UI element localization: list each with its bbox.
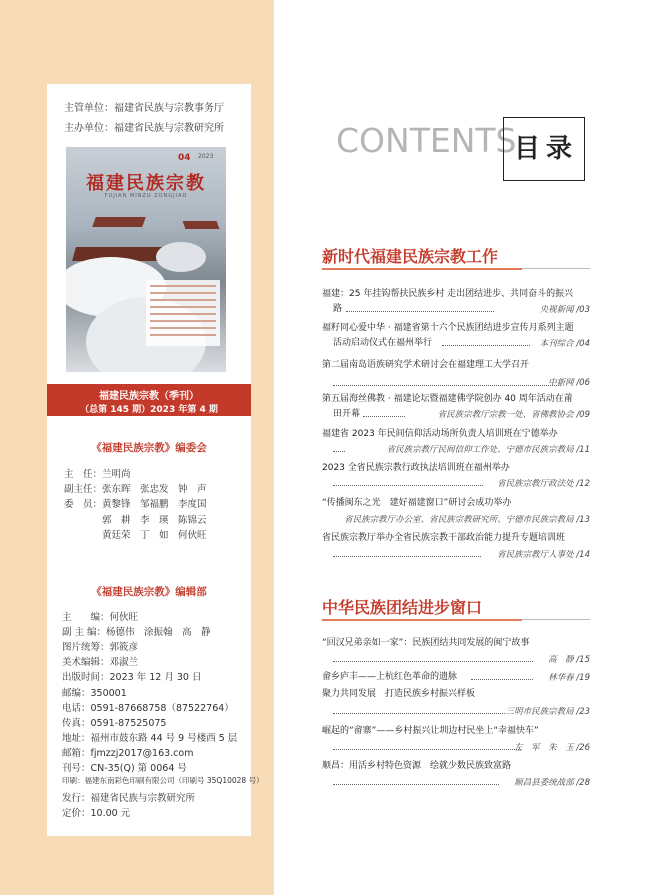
toc-entry-title[interactable]: 省民族宗教厅举办全省民族宗教干部政治能力提升专题培训班 <box>322 533 566 543</box>
committee-line: 委 员：黄黎锋 邹福鹏 李度国 <box>64 499 207 510</box>
toc-entry-title[interactable]: 福籽同心爱中华 · 福建省第十六个民族团结进步宣传月系列主题 <box>322 323 574 333</box>
journal-bar <box>47 384 251 416</box>
toc-entry-title[interactable]: “传播闽东之光 建好福建窗口”研讨会成功举办 <box>322 498 512 508</box>
toc-entry-title[interactable]: 聚力共同发展 打造民族乡村振兴样板 <box>322 689 476 699</box>
section-rule <box>322 619 522 621</box>
toc-entry-source: 顺昌县委统战部 /28 <box>514 778 590 788</box>
toc-entry-title[interactable]: 路 <box>333 304 343 314</box>
toc-entry-source: 央视新闻 /03 <box>539 305 590 315</box>
dept-line: 出版时间：2023 年 12 月 30 日 <box>62 672 202 683</box>
toc-entry-title[interactable]: 活动启动仪式在福州举行 <box>333 338 433 348</box>
journal-issue: （总第 145 期）2023 年第 4 期 <box>80 405 218 415</box>
editorial-dept-heading: 《福建民族宗教》编辑部 <box>91 586 207 598</box>
toc-entry-source: 左 军 朱 玉 /26 <box>514 743 590 753</box>
section-title: 新时代福建民族宗教工作 <box>322 247 499 266</box>
committee-line: 副主任：张东晖 张忠发 钟 声 <box>64 484 207 495</box>
snow-tree <box>156 242 206 272</box>
dept-line: 印刷：福建东南彩色印刷有限公司（印刷号 35Q10028 号） <box>62 776 264 785</box>
committee-heading: 《福建民族宗教》编委会 <box>91 442 207 454</box>
leader-dots <box>333 451 345 452</box>
toc-entry-source: 三明市民族宗教局 /23 <box>505 707 590 717</box>
mulu-heading: 目录 <box>514 134 579 164</box>
toc-entry-title[interactable]: 崛起的“畲寨”——乡村振兴让圳边村民坐上“幸福快车” <box>322 726 539 736</box>
section-rule <box>522 619 590 620</box>
toc-entry-title[interactable]: 福建省 2023 年民间信仰活动场所负责人培训班在宁德举办 <box>322 429 558 439</box>
toc-entry-title[interactable]: 顺昌：用活乡村特色资源 绘就少数民族致富路 <box>322 761 512 771</box>
toc-entry-title[interactable]: 第五届海丝佛教 · 福建论坛暨福建佛学院创办 40 周年活动在莆 <box>322 394 573 404</box>
section-rule <box>522 268 590 269</box>
dept-line: 刊号：CN-35(Q) 第 0064 号 <box>62 763 187 774</box>
toc-entry-source: 省民族宗教厅办公室、省民族宗教研究所、宁德市民族宗教局 /13 <box>344 515 590 525</box>
dept-line: 美术编辑：邓淑兰 <box>62 657 139 668</box>
dept-line: 邮箱：fjmzzj2017@163.com <box>62 748 194 759</box>
leader-dots <box>333 784 499 785</box>
toc-entry-source: 林华春 /19 <box>548 673 590 683</box>
dept-line: 定价：10.00 元 <box>62 808 131 819</box>
temple-roof <box>183 221 220 229</box>
journal-name: 福建民族宗教（季刊） <box>99 391 199 402</box>
leader-dots <box>333 749 521 750</box>
dept-line: 传真：0591-87525075 <box>62 718 167 729</box>
leader-dots <box>333 661 533 662</box>
committee-line: 郭 耕 李 瑛 陈锦云 <box>64 515 207 526</box>
toc-entry-title[interactable]: 第二届南岛语族研究学术研讨会在福建理工大学召开 <box>322 360 530 370</box>
committee-line: 黄廷荣 丁 如 何伙旺 <box>64 530 207 541</box>
dept-line: 副 主 编：杨德伟 涂振翰 高 静 <box>62 627 211 638</box>
leader-dots <box>442 345 530 346</box>
toc-entry-title[interactable]: 畲乡庐丰——上杭红色革命的遗脉 <box>322 672 458 682</box>
leader-dots <box>363 416 405 417</box>
mulu-box <box>503 117 585 181</box>
cover-pinyin: FUJIAN MINZU ZONGJIAO <box>104 193 188 199</box>
toc-entry-source: 中新网 /06 <box>548 378 590 388</box>
leader-dots <box>333 385 561 386</box>
dept-line: 电话：0591-87668758（87522764） <box>62 703 234 714</box>
toc-entry-source: 本刊综合 /04 <box>539 339 590 349</box>
toc-entry-title[interactable]: 福建：25 年挂钩帮扶民族乡村 走出团结进步、共同奋斗的振兴 <box>322 289 574 299</box>
dept-line: 发行：福建省民族与宗教研究所 <box>62 793 196 804</box>
toc-entry-title[interactable]: 田开幕 <box>333 409 361 419</box>
cover-issue-number: 04 <box>178 153 191 163</box>
section-rule <box>322 268 522 270</box>
toc-entry-source: 省民族宗教厅人事处 /14 <box>497 550 590 560</box>
dept-line: 邮编：350001 <box>62 688 127 699</box>
dept-line: 图片统筹：郭筱彦 <box>62 642 139 653</box>
toc-entry-title[interactable]: “回汉兄弟亲如一家”：民族团结共同发展的闽宁故事 <box>322 638 530 648</box>
leader-dots <box>333 713 505 714</box>
leader-dots <box>346 311 494 312</box>
toc-entry-source: 高 静 /15 <box>548 655 590 665</box>
contents-heading: CONTENTS <box>336 121 517 160</box>
toc-entry-source: 省民族宗教厅民间信仰工作处、宁德市民族宗教局 /11 <box>386 445 590 455</box>
leader-dots <box>333 485 483 486</box>
toc-entry-title[interactable]: 2023 全省民族宗教行政执法培训班在福州举办 <box>322 463 510 473</box>
dept-line: 地址：福州市鼓东路 44 号 9 号楼西 5 层 <box>62 733 238 744</box>
cover-headlines <box>146 280 220 346</box>
cover-title: 福建民族宗教 <box>86 173 206 194</box>
committee-line: 主 任：兰明尚 <box>64 469 131 480</box>
toc-entry-source: 省民族宗教厅政法处 /12 <box>497 479 590 489</box>
leader-dots <box>333 556 481 557</box>
dept-line: 主 编：何伙旺 <box>62 612 139 623</box>
toc-entry-source: 省民族宗教厅宗教一处、省佛教协会 /09 <box>437 410 590 420</box>
cover-image <box>66 147 226 372</box>
cover-year: 2023 <box>198 153 214 160</box>
leader-dots <box>471 679 533 680</box>
temple-roof <box>92 217 146 227</box>
host-unit: 主办单位：福建省民族与宗教研究所 <box>64 123 224 134</box>
section-title: 中华民族团结进步窗口 <box>322 598 483 617</box>
supervisor-unit: 主管单位：福建省民族与宗教事务厅 <box>64 103 224 114</box>
